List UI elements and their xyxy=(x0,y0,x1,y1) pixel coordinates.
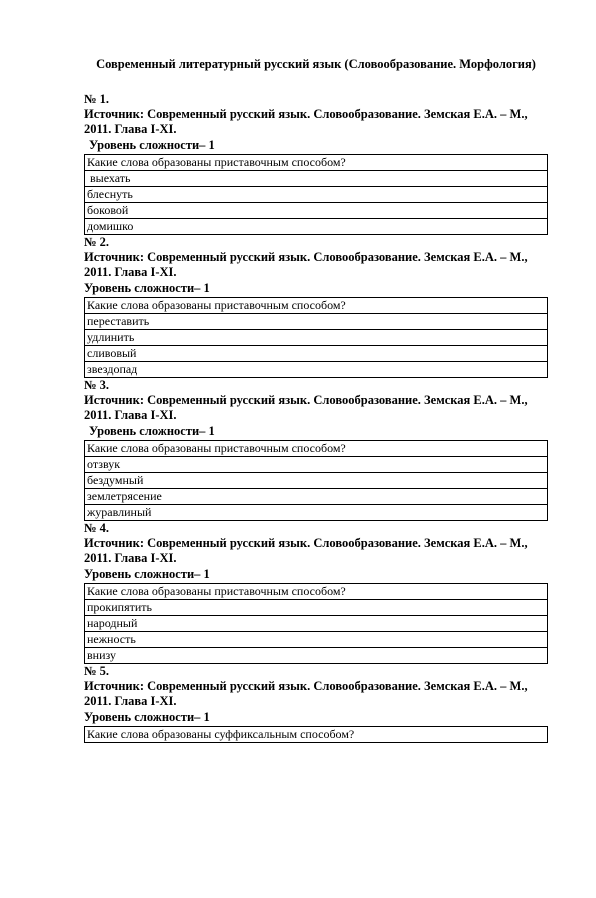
question-table xyxy=(84,583,548,664)
question-table xyxy=(84,297,548,378)
answer-option: боковой xyxy=(85,203,548,219)
question-table xyxy=(84,154,548,235)
task-number: № 1. xyxy=(84,92,110,106)
option-row xyxy=(85,489,548,505)
question-text: Какие слова образованы приставочным способом? xyxy=(85,584,548,600)
task-source: Источник: Современный русский язык. Словообразование. Земская Е.А. – М., 2011. Глава I-XI. xyxy=(84,536,528,565)
answer-option: удлинить xyxy=(85,330,548,346)
question-row xyxy=(85,441,548,457)
option-row xyxy=(85,187,548,203)
option-row xyxy=(85,505,548,521)
task-2 xyxy=(84,235,548,378)
answer-option: домишко xyxy=(85,219,548,235)
question-text: Какие слова образованы суффиксальным способом? xyxy=(85,727,548,743)
task-number: № 4. xyxy=(84,521,110,535)
answer-option: переставить xyxy=(85,314,548,330)
document-page xyxy=(0,56,596,898)
document-title: Современный литературный русский язык (Словообразование. Морфология) xyxy=(96,57,536,71)
task-level: Уровень сложности– 1 xyxy=(84,710,210,724)
answer-option: блеснуть xyxy=(85,187,548,203)
option-row xyxy=(85,457,548,473)
question-row xyxy=(85,298,548,314)
option-row xyxy=(85,616,548,632)
answer-option: внизу xyxy=(85,648,548,664)
answer-option: сливовый xyxy=(85,346,548,362)
answer-option: звездопад xyxy=(85,362,548,378)
option-row xyxy=(85,632,548,648)
answer-option: нежность xyxy=(85,632,548,648)
answer-option: журавлиный xyxy=(85,505,548,521)
answer-option: народный xyxy=(85,616,548,632)
task-level: Уровень сложности– 1 xyxy=(89,424,215,438)
task-source: Источник: Современный русский язык. Словообразование. Земская Е.А. – М., 2011. Глава I-XI. xyxy=(84,250,528,279)
question-text: Какие слова образованы приставочным способом? xyxy=(85,155,548,171)
answer-option: отзвук xyxy=(85,457,548,473)
option-row xyxy=(85,219,548,235)
task-number: № 5. xyxy=(84,664,110,678)
task-1 xyxy=(84,92,548,235)
question-table xyxy=(84,726,548,743)
task-source: Источник: Современный русский язык. Словообразование. Земская Е.А. – М., 2011. Глава I-XI. xyxy=(84,393,528,422)
task-3 xyxy=(84,378,548,521)
task-level: Уровень сложности– 1 xyxy=(84,281,210,295)
question-row xyxy=(85,584,548,600)
task-level: Уровень сложности– 1 xyxy=(89,138,215,152)
option-row xyxy=(85,648,548,664)
question-table xyxy=(84,440,548,521)
task-number: № 2. xyxy=(84,235,110,249)
option-row xyxy=(85,171,548,187)
task-5 xyxy=(84,664,548,743)
task-level: Уровень сложности– 1 xyxy=(84,567,210,581)
answer-option: выехать xyxy=(85,171,548,187)
task-number: № 3. xyxy=(84,378,110,392)
question-row xyxy=(85,727,548,743)
option-row xyxy=(85,330,548,346)
answer-option: бездумный xyxy=(85,473,548,489)
answer-option: землетрясение xyxy=(85,489,548,505)
option-row xyxy=(85,314,548,330)
task-source: Источник: Современный русский язык. Словообразование. Земская Е.А. – М., 2011. Глава I-XI. xyxy=(84,107,528,136)
option-row xyxy=(85,473,548,489)
task-source: Источник: Современный русский язык. Словообразование. Земская Е.А. – М., 2011. Глава I-XI. xyxy=(84,679,528,708)
question-text: Какие слова образованы приставочным способом? xyxy=(85,441,548,457)
task-4 xyxy=(84,521,548,664)
option-row xyxy=(85,362,548,378)
option-row xyxy=(85,346,548,362)
question-text: Какие слова образованы приставочным способом? xyxy=(85,298,548,314)
option-row xyxy=(85,600,548,616)
option-row xyxy=(85,203,548,219)
answer-option: прокипятить xyxy=(85,600,548,616)
question-row xyxy=(85,155,548,171)
task-list xyxy=(84,92,548,743)
